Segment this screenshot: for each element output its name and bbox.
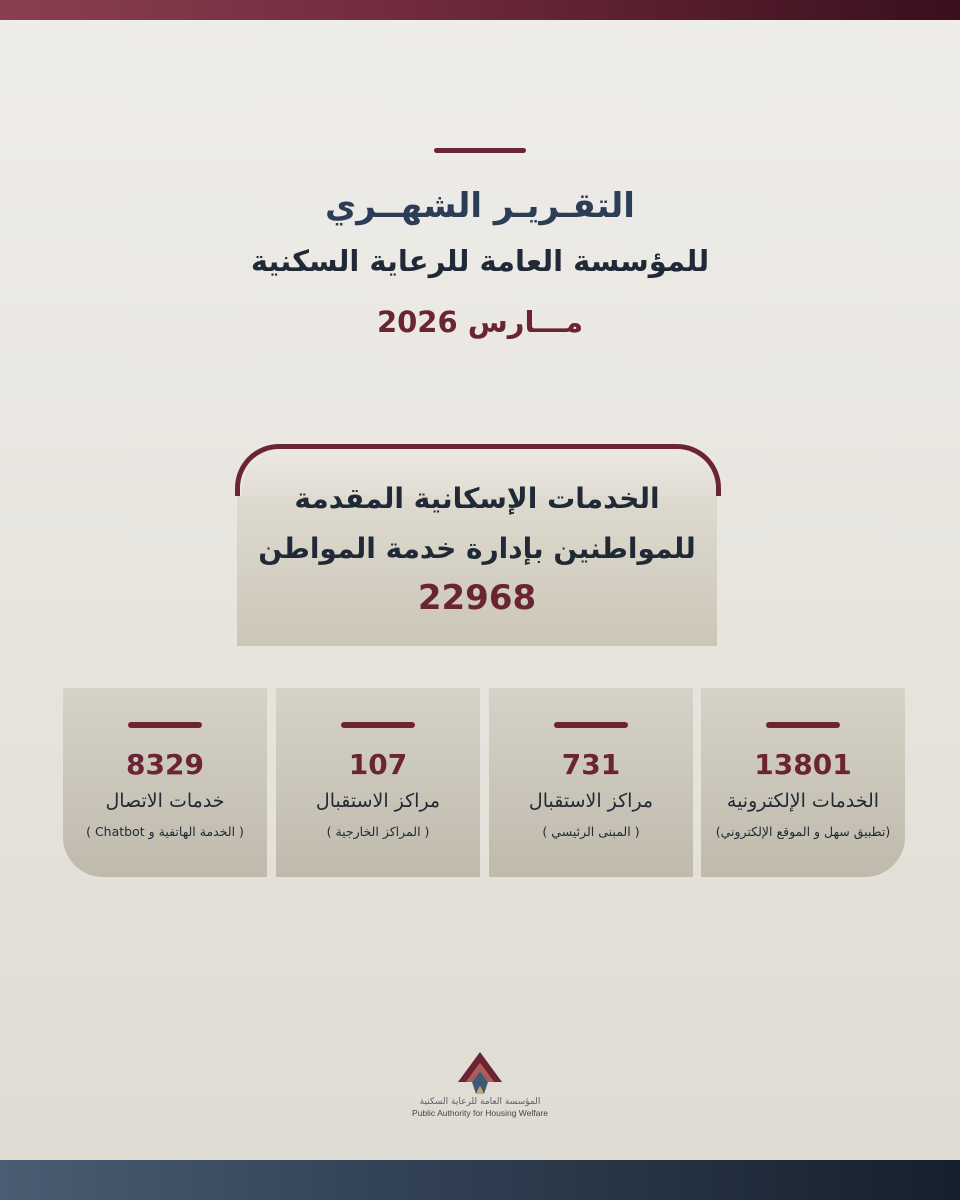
stat-card-contact-services	[63, 688, 267, 877]
total-services-title-line1: الخدمات الإسكانية المقدمة	[294, 482, 660, 515]
report-month: مـــارس 2026	[376, 305, 584, 339]
stat-card-divider	[341, 722, 415, 728]
total-services-count: 22968	[417, 578, 537, 618]
stat-card-main-building-reception	[489, 688, 693, 877]
top-decorative-bar	[0, 0, 960, 20]
stat-label: خدمات الاتصال	[105, 790, 225, 812]
logo-name-english: Public Authority for Housing Welfare	[412, 1108, 548, 1118]
stat-label: مراكز الاستقبال	[528, 790, 654, 812]
housing-authority-logo-icon	[456, 1052, 504, 1094]
total-services-title-line2: للمواطنين بإدارة خدمة المواطن	[258, 532, 696, 565]
stat-label: مراكز الاستقبال	[315, 790, 441, 812]
header-divider	[434, 148, 526, 153]
stat-card-divider	[128, 722, 202, 728]
report-title: التقـريـر الشهــري	[325, 186, 635, 226]
stat-value: 731	[561, 748, 621, 781]
bottom-decorative-bar	[0, 1160, 960, 1200]
stat-card-divider	[766, 722, 840, 728]
stat-value: 8329	[126, 748, 204, 781]
stat-note: ( المراكز الخارجية )	[326, 824, 430, 839]
logo-name-arabic: المؤسسة العامة للرعاية السكنية	[419, 1097, 541, 1107]
stat-card-divider	[554, 722, 628, 728]
stat-card-electronic-services	[701, 688, 905, 877]
stat-label: الخدمات الإلكترونية	[726, 790, 880, 812]
organization-name: للمؤسسة العامة للرعاية السكنية	[250, 244, 710, 278]
stat-value: 107	[348, 748, 408, 781]
stat-note: (تطبيق سهل و الموقع الإلكتروني)	[715, 824, 891, 839]
stat-card-external-reception	[276, 688, 480, 877]
stat-value: 13801	[754, 748, 852, 781]
stat-note: ( المبنى الرئيسي )	[542, 824, 640, 839]
stat-note: ( الخدمة الهاتفية و Chatbot )	[86, 824, 244, 839]
